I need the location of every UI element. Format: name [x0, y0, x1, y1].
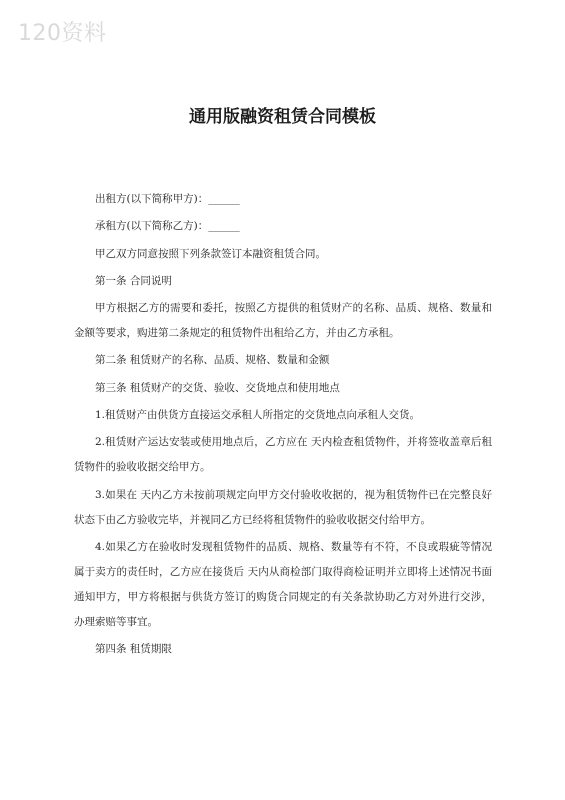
article-3-heading: 第三条 租赁财产的交货、验收、交货地点和使用地点 [95, 381, 340, 394]
article-1-text: 甲方根据乙方的需要和委托，按照乙方提供的租赁财产的名称、品质、规格、数量和金额等要求，购进第二条规定的租赁物件出租给乙方，并由乙方承租。 [74, 302, 492, 340]
article-2-heading: 第二条 租赁财产的名称、品质、规格、数量和金额 [95, 354, 330, 367]
article-4-heading: 第四条 租赁期限 [95, 643, 172, 656]
article-1-heading: 第一条 合同说明 [95, 274, 172, 287]
lessor-line: 出租方(以下简称甲方)：______ [95, 193, 240, 205]
watermark-logo: 120资料 [18, 21, 107, 46]
document-title: 通用版融资租赁合同模板 [189, 107, 376, 127]
article-3-clause-1: 1.租赁财产由供货方直接运交承租人所指定的交货地点向承租人交货。 [95, 409, 421, 422]
agreement-intro: 甲乙双方同意按照下列条款签订本融资租赁合同。 [95, 247, 326, 260]
article-3-clause-3: 3.如果在 天内乙方未按前项规定向甲方交付验收收据的，视为租赁物件已在完整良好状态下由乙方验收完毕，并视同乙方已经将租赁物件的验收收据交付给甲方。 [74, 488, 492, 526]
lessee-line: 承租方(以下简称乙方)：______ [95, 220, 240, 233]
article-3-clause-2: 2.租赁财产运达安装或使用地点后，乙方应在 天内检查租赁物件，并将签收盖章后租赁物件的验收收据交给甲方。 [74, 436, 492, 474]
article-3-clause-4: 4.如果乙方在验收时发现租赁物件的品质、规格、数量等有不符，不良或瑕疵等情况属于卖方的责任时，乙方应在接货后 天内从商检部门取得商检证明并立即将上述情况书面通知甲方，甲方将根据与供货方签订的购货合同规定的有关条款协助乙方对外进行交涉，办理索赔等事宜。 [74, 540, 492, 628]
document-body [74, 187, 492, 665]
